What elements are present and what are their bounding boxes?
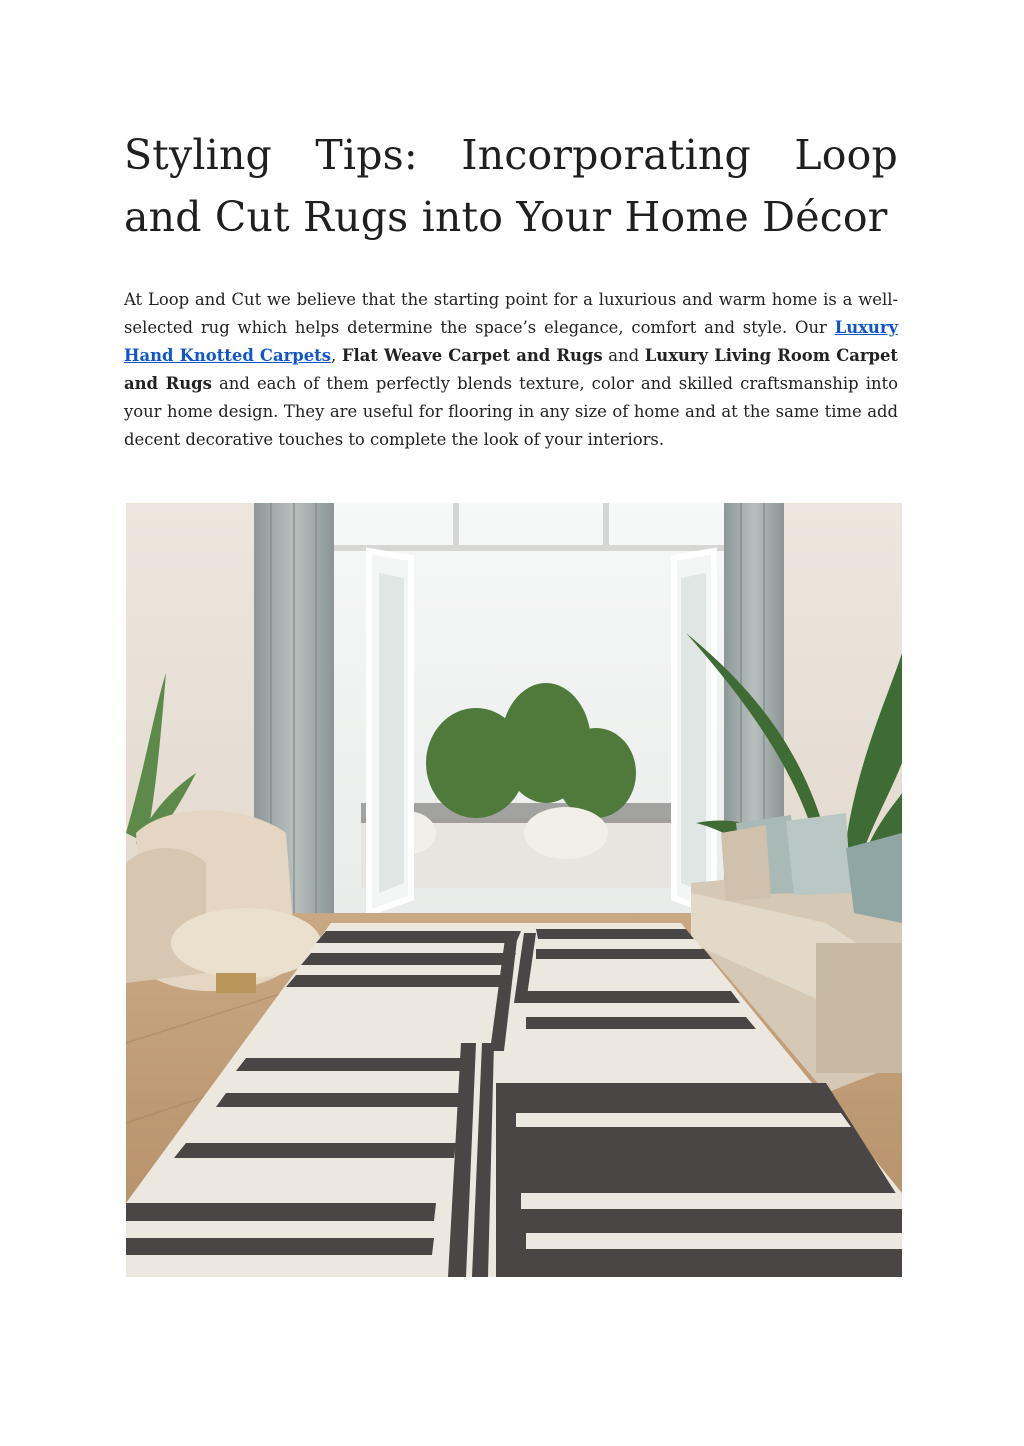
intro-paragraph [124,286,898,454]
living-room-photo [126,503,902,1277]
rest-text: and each of them perfectly blends texture, color and skilled craftsmanship into your home design. They are useful for flooring in any size of home and at the same time add decent decorative touches to complete the look of your interiors. [124,374,898,449]
living-room-label: Luxury Living Room Carpet and Rugs [124,346,898,393]
document-page [124,124,898,454]
intro-text: At Loop and Cut we believe that the starting point for a luxurious and warm home is a well-selected rug which helps determine the space’s elegance, comfort and style. Our [124,290,898,337]
page-title: Styling Tips: Incorporating Loop and Cut Rugs into Your Home Décor [124,131,898,241]
and-connector: and [602,346,645,365]
comma-separator: , [330,346,342,365]
photo-illustration [126,503,902,1277]
luxury-hand-knotted-carpets-link[interactable]: Luxury Hand Knotted Carpets [124,318,898,365]
flat-weave-label: Flat Weave Carpet and Rugs [341,346,603,365]
